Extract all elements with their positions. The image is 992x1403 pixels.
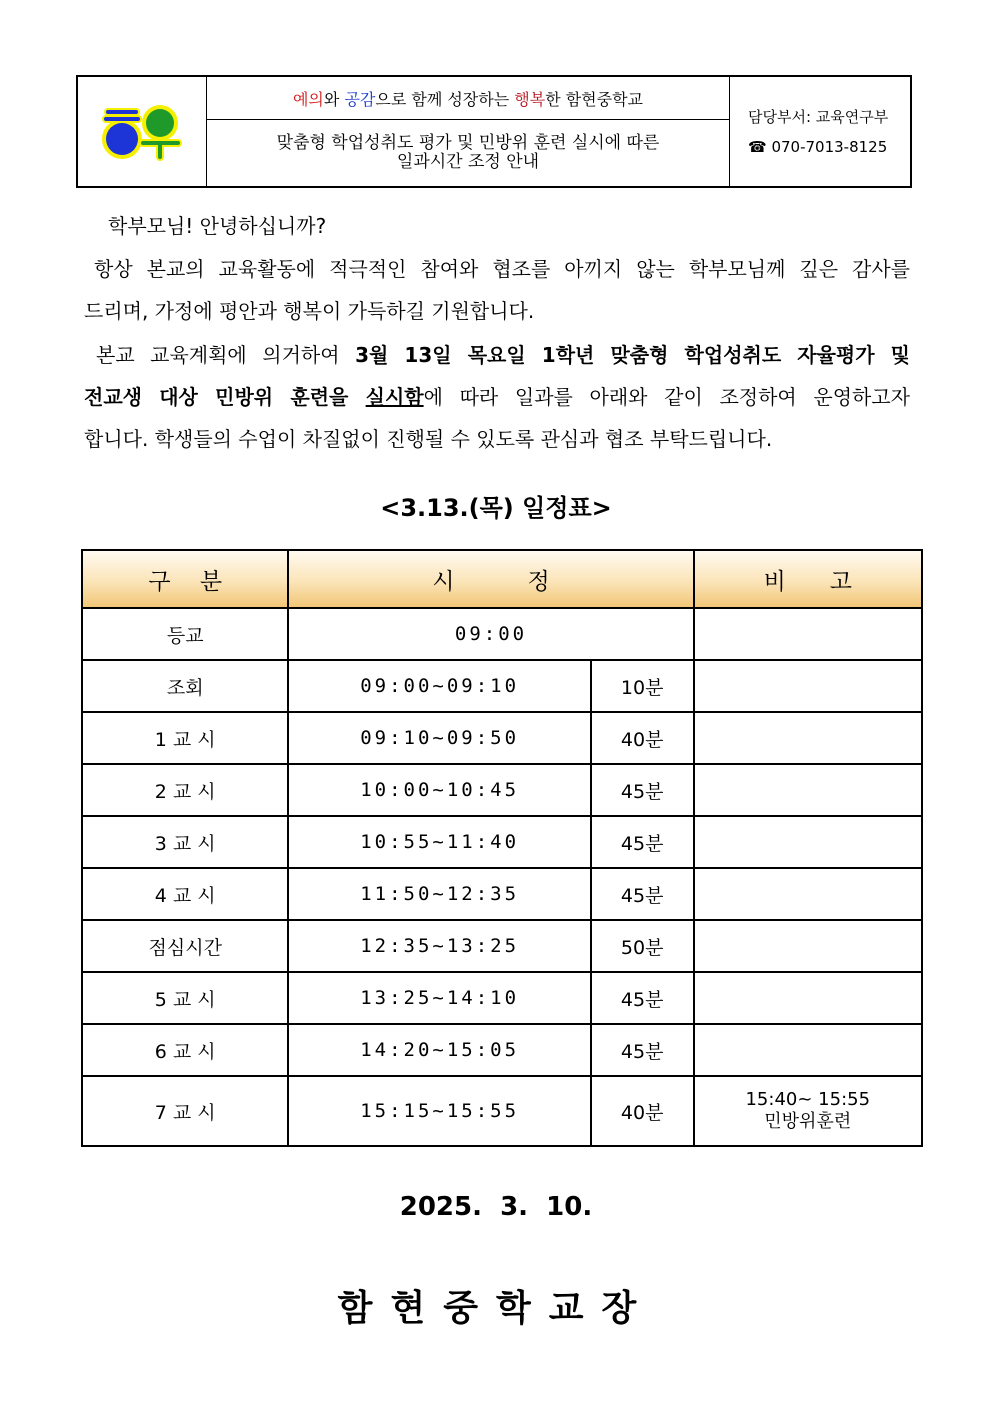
row-time: 14:20~15:05 (288, 1024, 590, 1076)
row-time: 12:35~13:25 (288, 920, 590, 972)
row-label: 6 교 시 (82, 1024, 288, 1076)
notice-title-line2: 일과시간 조정 안내 (396, 152, 540, 172)
drill-time: 15:40~ 15:55 (745, 1089, 871, 1110)
header-category: 구 분 (82, 550, 288, 608)
slogan-part-2: 와 (323, 89, 345, 109)
row-label: 4 교 시 (82, 868, 288, 920)
phone-line (748, 132, 910, 162)
contact-cell (730, 77, 910, 186)
document-header (76, 75, 912, 188)
schedule-table (81, 549, 923, 1147)
table-row (82, 816, 922, 868)
row-duration: 40분 (591, 712, 694, 764)
notice-title (207, 120, 729, 186)
paragraph-notice-line1 (84, 334, 910, 376)
table-row (82, 660, 922, 712)
greeting: 학부모님! 안녕하십니까? (108, 214, 327, 238)
row-label: 1 교 시 (82, 712, 288, 764)
row-duration: 10분 (591, 660, 694, 712)
notice-implement-underlined: 실시함 (365, 385, 424, 409)
logo-cell (78, 77, 207, 186)
table-row (82, 1024, 922, 1076)
row-label: 5 교 시 (82, 972, 288, 1024)
row-note (694, 608, 922, 660)
row-time: 10:55~11:40 (288, 816, 590, 868)
table-header-row (82, 550, 922, 608)
notice-adjust-text: 에 따라 일과를 아래와 같이 조정하여 운영하고자 (423, 385, 911, 409)
header-schedule: 시 정 (288, 550, 693, 608)
table-row (82, 868, 922, 920)
header-title-cell (207, 77, 730, 186)
row-duration: 45분 (591, 764, 694, 816)
notice-event-bold: 3월 13일 목요일 1학년 맞춤형 학업성취도 자율평가 및 (355, 343, 910, 367)
paragraph-notice-line3: 합니다. 학생들의 수업이 차질없이 진행될 수 있도록 관심과 협조 부탁드립니다. (84, 427, 773, 451)
row-duration: 45분 (591, 868, 694, 920)
slogan-part-courtesy: 예의 (292, 89, 324, 109)
notice-intro-text: 본교 교육계획에 의거하여 (96, 343, 356, 367)
slogan-part-4: 으로 함께 성장하는 (375, 89, 515, 109)
header-remarks: 비 고 (694, 550, 922, 608)
school-logo (102, 102, 182, 162)
row-note (694, 1024, 922, 1076)
row-note (694, 920, 922, 972)
document-date: 2025. 3. 10. (399, 1192, 593, 1222)
paragraph-notice (84, 334, 910, 460)
row-note (694, 764, 922, 816)
paragraph-notice-line2 (84, 376, 910, 418)
row-time: 11:50~12:35 (288, 868, 590, 920)
table-row (82, 1076, 922, 1146)
principal-signature: 함현중학교장 (337, 1288, 655, 1329)
slogan-part-6: 한 함현중학교 (545, 89, 644, 109)
row-time: 09:00~09:10 (288, 660, 590, 712)
slogan-part-happiness: 행복 (514, 89, 546, 109)
table-row (82, 972, 922, 1024)
notice-title-line1: 맞춤형 학업성취도 평가 및 민방위 훈련 실시에 따른 (276, 133, 660, 153)
row-label: 3 교 시 (82, 816, 288, 868)
row-note (694, 660, 922, 712)
drill-label: 민방위훈련 (764, 1111, 852, 1132)
row-time: 10:00~10:45 (288, 764, 590, 816)
paragraph-thanks-line1: 항상 본교의 교육활동에 적극적인 참여와 협조를 아끼지 않는 학부모님께 깊은 감사를 (94, 257, 910, 281)
row-duration: 50분 (591, 920, 694, 972)
row-note (694, 972, 922, 1024)
schedule-title: <3.13.(목) 일정표> (380, 494, 612, 522)
row-label: 2 교 시 (82, 764, 288, 816)
row-time: 09:00 (288, 608, 693, 660)
row-duration: 40분 (591, 1076, 694, 1146)
row-note-drill (694, 1076, 922, 1146)
row-time: 09:10~09:50 (288, 712, 590, 764)
row-duration: 45분 (591, 816, 694, 868)
row-time: 15:15~15:55 (288, 1076, 590, 1146)
row-time: 13:25~14:10 (288, 972, 590, 1024)
row-label: 점심시간 (82, 920, 288, 972)
slogan-part-empathy: 공감 (344, 89, 376, 109)
paragraph-thanks (84, 248, 910, 332)
table-row (82, 920, 922, 972)
row-note (694, 868, 922, 920)
greeting-block (84, 205, 910, 247)
table-row (82, 764, 922, 816)
department-label: 담당부서: 교육연구부 (748, 107, 889, 126)
row-duration: 45분 (591, 1024, 694, 1076)
notice-drill-bold: 전교생 대상 민방위 훈련을 (84, 385, 366, 409)
row-label: 조회 (82, 660, 288, 712)
row-duration: 45분 (591, 972, 694, 1024)
row-note (694, 816, 922, 868)
row-note (694, 712, 922, 764)
table-row (82, 712, 922, 764)
row-label: 7 교 시 (82, 1076, 288, 1146)
school-slogan (207, 77, 729, 120)
phone-icon: ☎ (748, 137, 772, 156)
row-label: 등교 (82, 608, 288, 660)
table-row (82, 608, 922, 660)
phone-number: 070-7013-8125 (771, 137, 888, 156)
paragraph-thanks-line2: 드리며, 가정에 평안과 행복이 가득하길 기원합니다. (84, 299, 535, 323)
